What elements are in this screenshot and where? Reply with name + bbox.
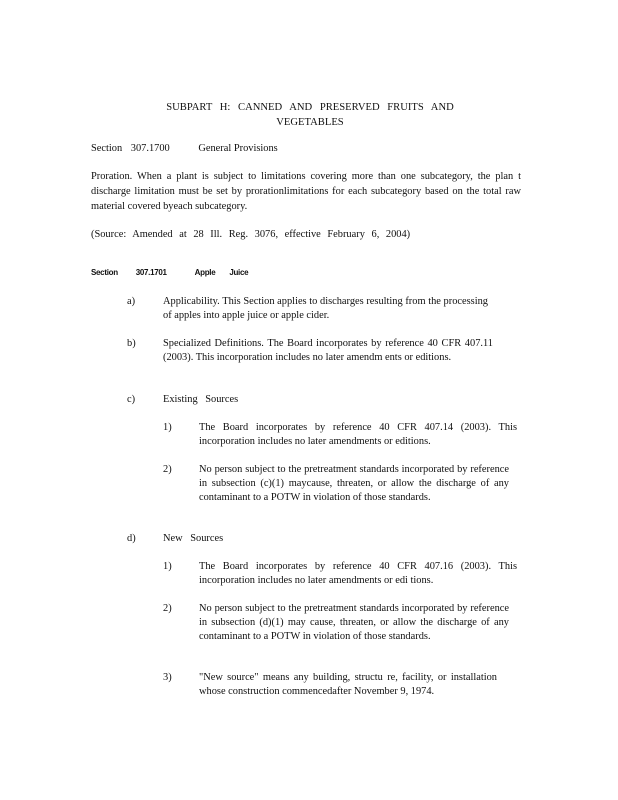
subsection-text: Specialized Definitions. The Board incorporates by reference 40 CFR 407.11 (2003). This incorporation includes no later amendm ents or editions.: [163, 338, 493, 363]
section-label: Section: [91, 143, 123, 154]
subsection-label: 2): [163, 464, 172, 475]
subsection-text: No person subject to the pretreatment standards incorporated by reference in subsection (c)(1) maycause, threaten, or allow the discharge of any contaminant to a POTW in violation of those standards.: [199, 464, 509, 503]
subsection-text: Applicability. This Section applies to discharges resulting from the processing of apples into apple juice or apple cider.: [163, 296, 488, 321]
section-label: Section: [91, 268, 118, 277]
subsection-text: Existing Sources: [163, 394, 239, 405]
subsection-text: "New source" means any building, structu re, facility, or installation whose construction commencedafter November 9, 1974.: [199, 672, 497, 697]
subsection-label: c): [127, 394, 136, 405]
subsection-label: 3): [163, 672, 172, 683]
section-1700-heading: [91, 143, 278, 154]
section-title: General Provisions: [198, 143, 278, 154]
section-1701-heading: [91, 268, 248, 277]
subsection-text: No person subject to the pretreatment standards incorporated by reference in subsection (d)(1) may cause, threaten, or allow the discharge of any contaminant to a POTW in violation of those standards.: [199, 603, 509, 642]
source-note: (Source: Amended at 28 Ill. Reg. 3076, effective February 6, 2004): [91, 229, 411, 240]
subsection-text: New Sources: [163, 533, 224, 544]
section-title-word-2: Juice: [229, 268, 249, 277]
subpart-title: [140, 100, 480, 130]
section-number: 307.1701: [135, 268, 167, 277]
subpart-title-line-1: SUBPART H: CANNED AND PRESERVED FRUITS AND: [166, 102, 454, 113]
subsection-label: d): [127, 533, 136, 544]
section-number: 307.1700: [130, 143, 170, 154]
subsection-label: a): [127, 296, 136, 307]
subsection-label: 1): [163, 422, 172, 433]
subsection-text: The Board incorporates by reference 40 CFR 407.16 (2003). This incorporation includes no later amendments or edi tions.: [199, 561, 517, 586]
subsection-text: The Board incorporates by reference 40 CFR 407.14 (2003). This incorporation includes no later amendments or editions.: [199, 422, 517, 447]
proration-paragraph: Proration. When a plant is subject to limitations covering more than one subcategory, the plan t discharge limitation must be set by prorationlimitations for each subcategory based on the total raw material covered byeach subcategory.: [91, 171, 521, 212]
subsection-label: 2): [163, 603, 172, 614]
section-title-word-1: Apple: [194, 268, 216, 277]
subsection-label: b): [127, 338, 136, 349]
subpart-title-line-2: VEGETABLES: [276, 117, 344, 128]
subsection-label: 1): [163, 561, 172, 572]
